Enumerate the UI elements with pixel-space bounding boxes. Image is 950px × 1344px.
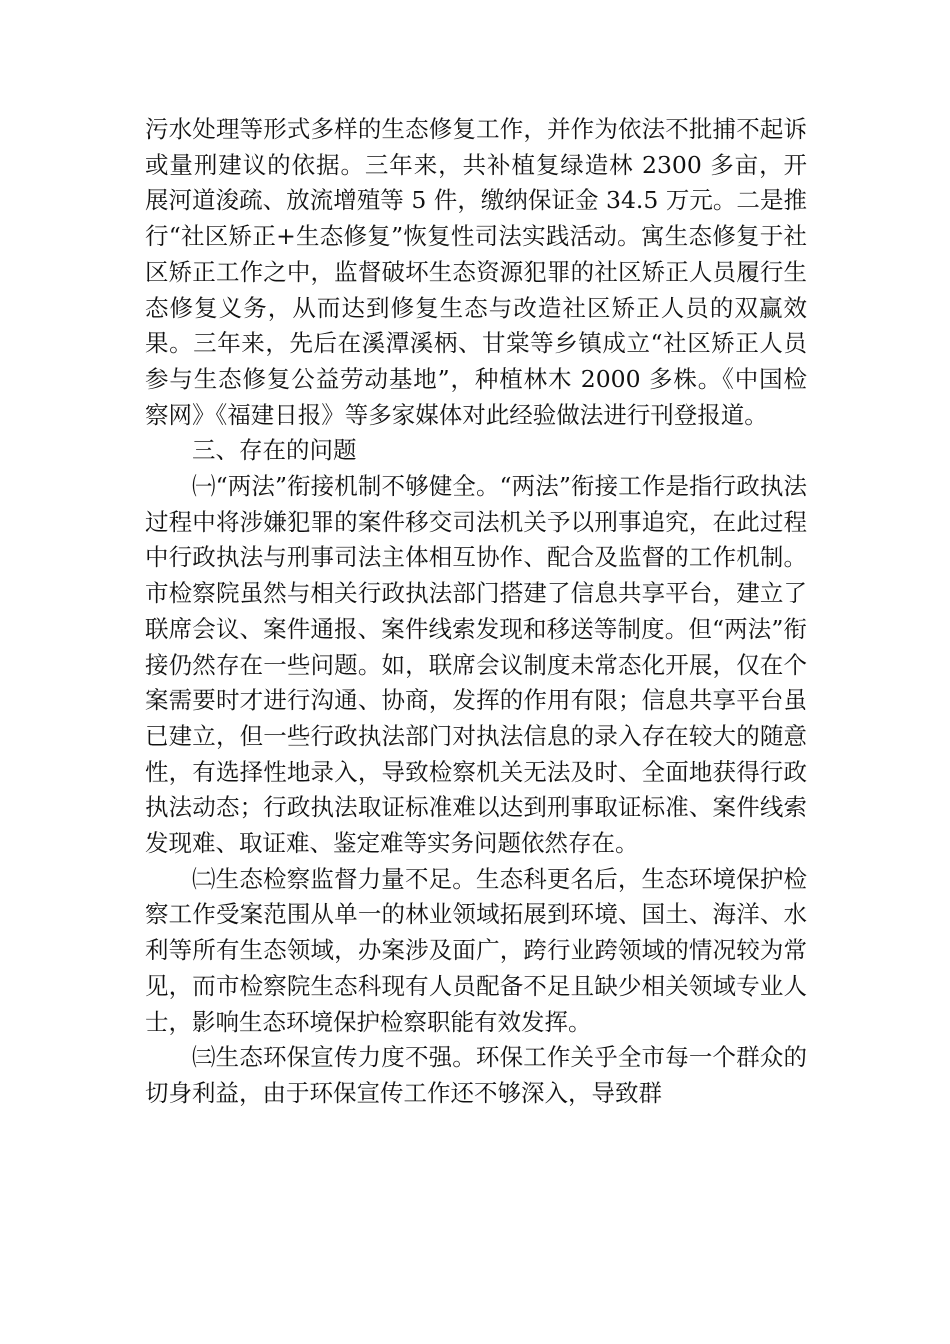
paragraph-issue-2: ㈡生态检察监督力量不足。生态科更名后，生态环境保护检察工作受案范围从单一的林业领域拓展到环境、国土、海洋、水利等所有生态领域，办案涉及面广，跨行业跨领域的情况较为常见，而市检察院生态科现有人员配备不足且缺少相关领域专业人士，影响生态环境保护检察职能有效发挥。 bbox=[145, 864, 807, 1036]
paragraph-issue-1: ㈠“两法”衔接机制不够健全。“两法”衔接工作是指行政执法过程中将涉嫌犯罪的案件移交司法机关予以刑事追究，在此过程中行政执法与刑事司法主体相互协作、配合及监督的工作机制。市检察院虽然与相关行政执法部门搭建了信息共享平台，建立了联席会议、案件通报、案件线索发现和移送等制度。但“两法”衔接仍然存在一些问题。如，联席会议制度未常态化开展，仅在个案需要时才进行沟通、协商，发挥的作用有限；信息共享平台虽已建立，但一些行政执法部门对执法信息的录入存在较大的随意性，有选择性地录入，导致检察机关无法及时、全面地获得行政执法动态；行政执法取证标准难以达到刑事取证标准、案件线索发现难、取证难、鉴定难等实务问题依然存在。 bbox=[145, 472, 807, 858]
paragraph-continued: 污水处理等形式多样的生态修复工作，并作为依法不批捕不起诉或量刑建议的依据。三年来，共补植复绿造林 2300 多亩，开展河道浚疏、放流增殖等 5 件，缴纳保证金 34.5 万元。二是推行“社区矫正+生态修复”恢复性司法实践活动。寓生态修复于社区矫正工作之中，监督破坏生态资源犯罪的社区矫正人员履行生态修复义务，从而达到修复生态与改造社区矫正人员的双赢效果。三年来，先后在溪潭溪柄、甘棠等乡镇成立“社区矫正人员参与生态修复公益劳动基地”，种植林木 2000 多株。《中国检察网》《福建日报》等多家媒体对此经验做法进行刊登报道。 bbox=[145, 115, 807, 429]
section-heading: 三、存在的问题 bbox=[192, 436, 357, 465]
document-body bbox=[145, 112, 807, 1112]
paragraph-issue-3: ㈢生态环保宣传力度不强。环保工作关乎全市每一个群众的切身利益，由于环保宣传工作还不够深入，导致群 bbox=[145, 1043, 807, 1107]
